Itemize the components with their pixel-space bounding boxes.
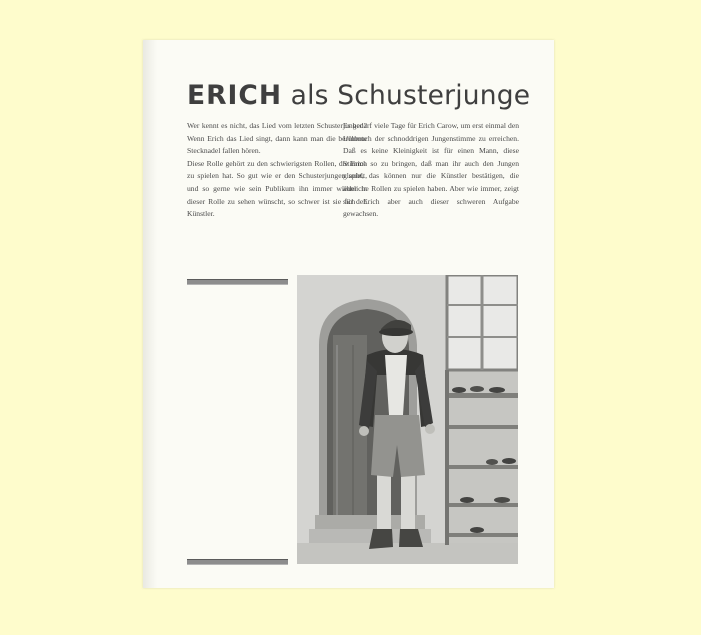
right-paragraph-1: Es bedarf viele Tage für Erich Carow, um erst einmal den Umbruch der schnoddrigen Jungenstimme zu erreichen. Daß es keine Kleinigkeit ist für einen Mann, diese Stimme so zu bringen, daß man ihr auch den Jungen glaubt, das können nur die Künstler bestätigen, die ähnliche Rollen zu spielen haben. Aber wie immer, zeigt sich Erich aber auch dieser schweren Aufgabe gewachsen. bbox=[343, 121, 519, 219]
right-text-column bbox=[343, 120, 519, 221]
left-paragraph-1: Wer kennt es nicht, das Lied vom letzten Schusterjungen? Wenn Erich das Lied singt, dann kann man die berühmte Stecknadel fallen hören. bbox=[187, 121, 367, 156]
document-page bbox=[143, 40, 554, 588]
title-rest: als Schusterjunge bbox=[282, 80, 531, 111]
left-text-column bbox=[187, 120, 367, 221]
decorative-rule-top bbox=[187, 279, 288, 285]
left-paragraph-2: Diese Rolle gehört zu den schwierigsten Rollen, die Erich zu spielen hat. So gut wie er den Schusterjungen spielt, und so gerne wie sein Publikum ihn immer wieder in dieser Rolle zu sehen wünscht, so schwer ist sie für den Künstler. bbox=[187, 158, 367, 219]
decorative-rule-bottom bbox=[187, 559, 288, 565]
stage-photo bbox=[297, 275, 518, 564]
article-title bbox=[187, 80, 530, 111]
title-name: ERICH bbox=[187, 80, 282, 111]
